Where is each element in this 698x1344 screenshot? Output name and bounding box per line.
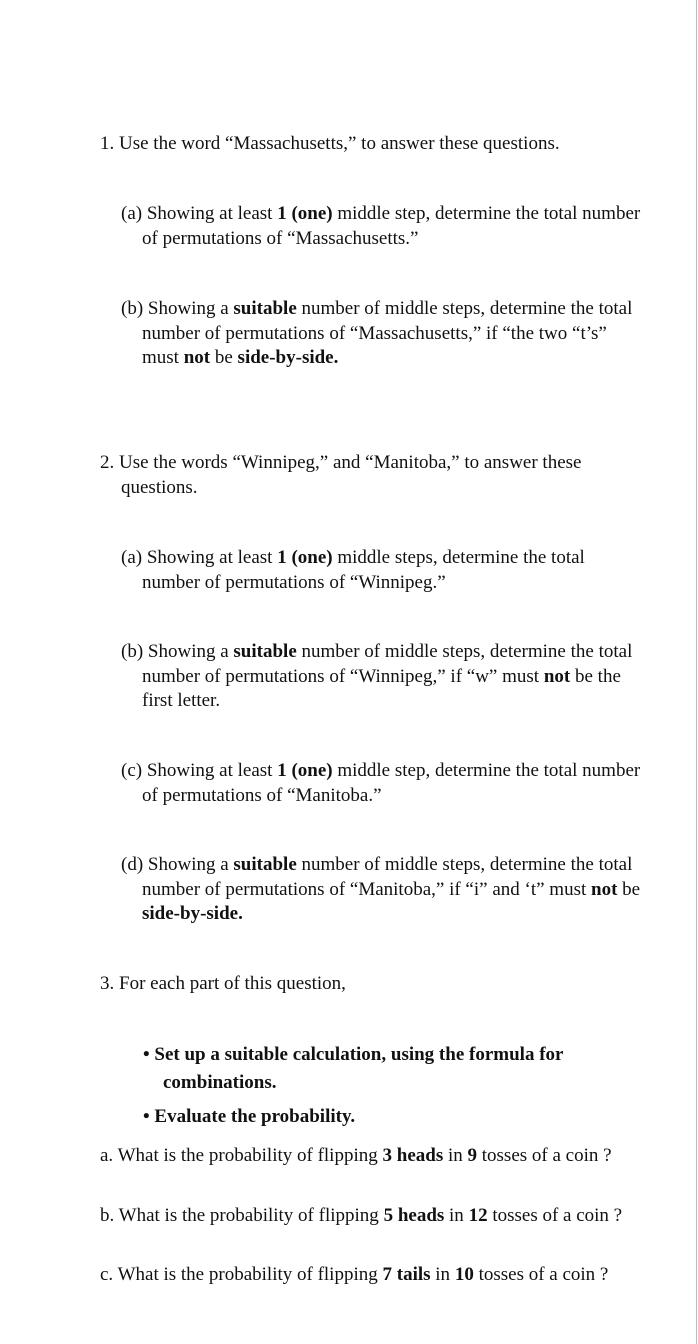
instruction-bullet-1: • Set up a suitable calculation, using the formula for combinations. bbox=[143, 1044, 564, 1093]
question-3b: b. What is the probability of flipping 5 heads in 12 tosses of a coin ? bbox=[100, 1205, 623, 1226]
question-1b: (b) Showing a suitable number of middle steps, determine the total number of permutations of “Massachusetts,” if “the two “t’s” must not be side-by-side. bbox=[121, 298, 633, 368]
question-2-stem: 2. Use the words “Winnipeg,” and “Manitoba,” to answer these questions. bbox=[100, 452, 582, 498]
question-2b: (b) Showing a suitable number of middle steps, determine the total number of permutations of “Winnipeg,” if “w” must not be the first letter. bbox=[121, 641, 633, 711]
instruction-bullet-2: • Evaluate the probability. bbox=[143, 1106, 356, 1127]
question-2c: (c) Showing at least 1 (one) middle step, determine the total number of permutations of “Manitoba.” bbox=[121, 760, 641, 806]
question-3a: a. What is the probability of flipping 3 heads in 9 tosses of a coin ? bbox=[100, 1145, 612, 1166]
question-1-stem: 1. Use the word “Massachusetts,” to answer these questions. bbox=[100, 133, 560, 154]
question-1a: (a) Showing at least 1 (one) middle step, determine the total number of permutations of “Massachusetts.” bbox=[121, 203, 641, 249]
question-3c: c. What is the probability of flipping 7 tails in 10 tosses of a coin ? bbox=[100, 1264, 609, 1285]
question-2d: (d) Showing a suitable number of middle steps, determine the total number of permutations of “Manitoba,” if “i” and ‘t” must not be side-by-side. bbox=[121, 854, 641, 924]
page-right-border bbox=[696, 0, 697, 1344]
question-3-stem: 3. For each part of this question, bbox=[100, 973, 346, 994]
question-2a: (a) Showing at least 1 (one) middle steps, determine the total number of permutations of “Winnipeg.” bbox=[121, 547, 585, 593]
